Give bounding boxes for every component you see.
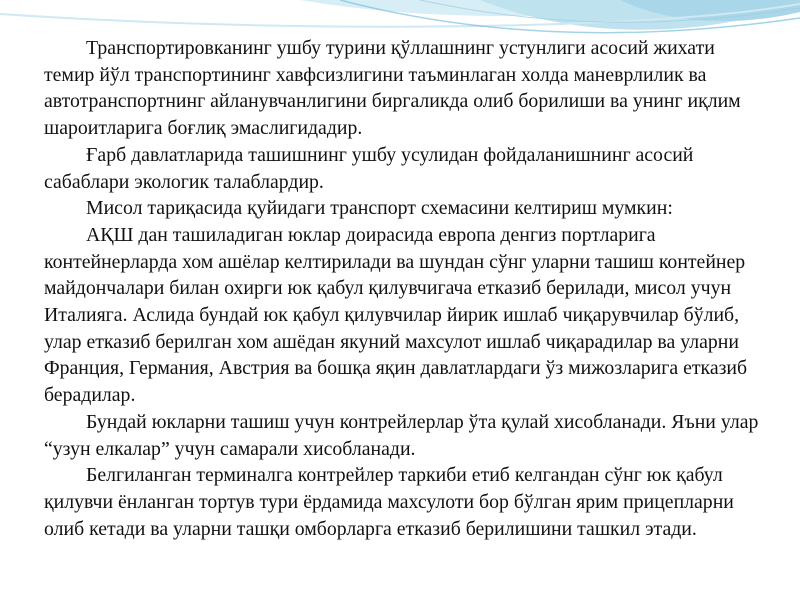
body-text bbox=[44, 35, 764, 542]
paragraph: Белгиланган терминалга контрейлер таркиби етиб келгандан сўнг юк қабул қилувчи ёнланган тортув тури ёрдамида махсулоти бор бўлган ярим прицепларни олиб кетади ва уларни ташқи омборларга етказиб берилишини ташкил этади. bbox=[44, 464, 734, 540]
paragraph: Транспортировканинг ушбу турини қўллашнинг устунлиги асосий жихати темир йўл транспортининг хавфсизлигини таъминлаган холда маневрлилик ва автотранспортнинг айланувчанлигини биргаликда олиб борилиши ва унинг иқлим шароитларига боғлиқ эмаслигидадир. bbox=[44, 37, 741, 140]
paragraph: АҚШ дан ташиладиган юклар доирасида европа денгиз портларига контейнерларда хом ашёлар келтирилади ва шундан сўнг уларни ташиш контейнер майдончалари билан охирги юк қабул қилувчигача етказиб берилади, мисол учун Италияга. Аслида бундай юк қабул қилувчилар йирик ишлаб чиқарувчилар бўлиб, улар етказиб берилган хом ашёдан якуний махсулот ишлаб чиқарадилар ва уларни Франция, Германия, Австрия ва бошқа яқин давлатлардаги ўз мижозларига етказиб берадилар. bbox=[44, 223, 748, 407]
paragraph: Мисол тариқасида қуйидаги транспорт схемасини келтириш мумкин: bbox=[86, 197, 673, 220]
paragraph: Ғарб давлатларида ташишнинг ушбу усулидан фойдаланишнинг асосий сабаблари экологик талаблардир. bbox=[44, 143, 694, 193]
paragraph: Бундай юкларни ташиш учун контрейлерлар ўта қулай хисобланади. Яъни улар “узун елкалар” учун самарали хисобланади. bbox=[44, 410, 759, 460]
